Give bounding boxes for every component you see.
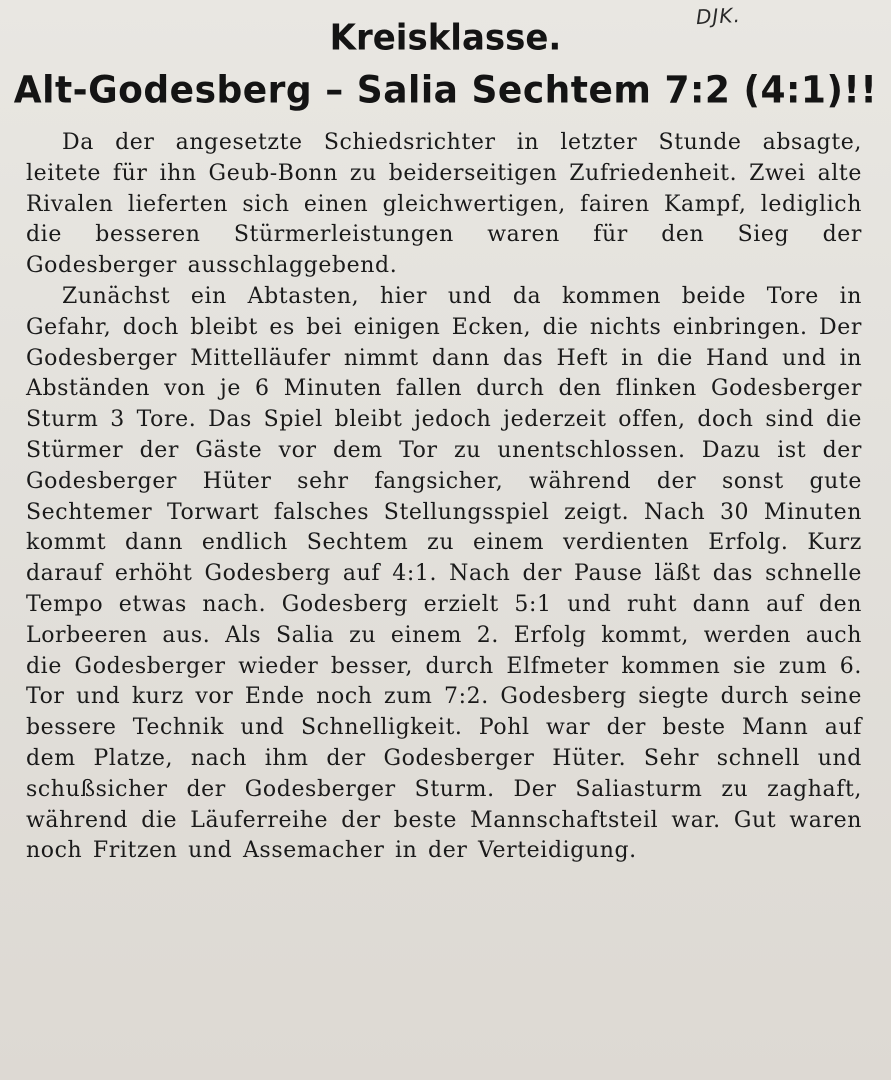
section-heading: Kreisklasse.	[329, 17, 562, 59]
article-paragraph: Zunächst ein Abtasten, hier und da kommen beide Tore in Gefahr, doch bleibt es bei einigen Ecken, die nichts einbringen. Der Godesberger Mittelläufer nimmt dann das Heft in die Hand und in Abständen von je 6 Minuten fallen durch den flinken Godesberger Sturm 3 Tore. Das Spiel bleibt jedoch jederzeit offen, doch sind die Stürmer der Gäste vor dem Tor zu unentschlossen. Dazu ist der Godesberger Hüter sehr fangsicher, während der sonst gute Sechtemer Torwart falsches Stellungsspiel zeigt. Nach 30 Minuten kommt dann endlich Sechtem zu einem verdienten Erfolg. Kurz darauf erhöht Godesberg auf 4:1. Nach der Pause läßt das schnelle Tempo etwas nach. Godesberg erzielt 5:1 und ruht dann auf den Lorbeeren aus. Als Salia zu einem 2. Erfolg kommt, werden auch die Godesberger wieder besser, durch Elfmeter kommen sie zum 6. Tor und kurz vor Ende noch zum 7:2. Godesberg siegte durch seine bessere Technik und Schnelligkeit. Pohl war der beste Mann auf dem Platze, nach ihm der Godesberger Hüter. Sehr schnell und schußsicher der Godesberger Sturm. Der Saliasturm zu zaghaft, während die Läuferreihe der beste Mannschaftsteil war. Gut waren noch Fritzen und Assemacher in der Verteidigung.	[26, 283, 862, 864]
article-paragraph: Da der angesetzte Schiedsrichter in letzter Stunde absagte, leitete für ihn Geub-Bonn zu beiderseitigen Zufriedenheit. Zwei alte Rivalen lieferten sich einen gleichwertigen, fairen Kampf, lediglich die besseren Stürmerleistungen waren für den Sieg der Godesberger ausschlaggebend.	[26, 130, 862, 279]
handwritten-note: DJK.	[695, 2, 742, 30]
article-body	[26, 128, 862, 867]
match-title: Alt-Godesberg – Salia Sechtem 7:2 (4:1)!!	[13, 68, 878, 113]
